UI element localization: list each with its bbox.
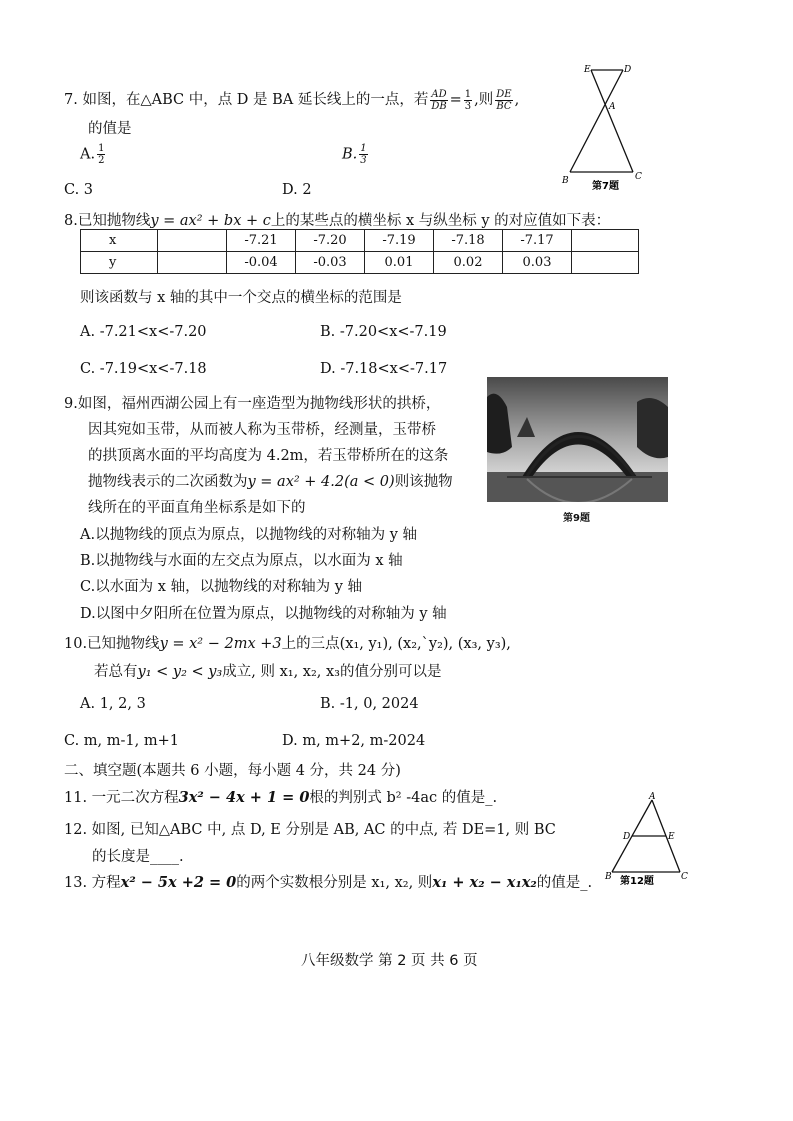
table-row: y -0.04 -0.03 0.01 0.02 0.03 [81, 252, 639, 274]
q7-option-c: C. 3 [64, 182, 94, 198]
q9-line1: 9.如图，福州西湖公园上有一座造型为抛物线形状的拱桥， [64, 396, 441, 412]
q7-stem-pre: 7. 如图，在△ABC 中，点 D 是 BA 延长线上的一点，若 [64, 92, 429, 108]
q7-label-b: B [562, 176, 569, 186]
q7-label-c: C [635, 172, 642, 182]
q9-line3: 的拱顶离水面的平均高度为 4.2m，若玉带桥所在的这条 [88, 448, 449, 464]
q12-line1: 12. 如图, 已知△ABC 中, 点 D, E 分别是 AB, AC 的中点, 若 DE=1, 则 BC [64, 822, 556, 838]
q7-label-d: D [624, 65, 632, 75]
q7-figure [556, 62, 646, 192]
q9-option-d: D.以图中夕阳所在位置为原点，以抛物线的对称轴为 y 轴 [80, 606, 447, 622]
q7-label-a: A [609, 102, 616, 112]
q8-line2: 则该函数与 x 轴的其中一个交点的横坐标的范围是 [80, 290, 402, 306]
q9-formula: y = ax² + 4.2(a < 0) [247, 474, 395, 490]
q7-line2: 的值是 [88, 121, 132, 137]
q8-header-x: x [81, 230, 158, 252]
q12-figure [598, 792, 694, 892]
q7-option-a: A. $\frac{1}{2}$ [80, 143, 105, 166]
q10-option-a: A. 1, 2, 3 [80, 696, 146, 712]
q8-stem: 8.已知抛物线y = ax² + bx + c上的某些点的横坐标 x 与纵坐标 y 的对应值如下表： [64, 213, 611, 229]
table-row: x -7.21 -7.20 -7.19 -7.18 -7.17 [81, 230, 639, 252]
q8-option-b: B. -7.20<x<-7.19 [320, 324, 447, 340]
q12-caption: 第12题 [620, 876, 654, 887]
q12-label-e: E [668, 832, 675, 842]
q9-option-a: A.以抛物线的顶点为原点，以抛物线的对称轴为 y 轴 [80, 527, 417, 543]
q10-formula: y = x² − 2mx +3 [159, 636, 282, 652]
q12-label-d: D [623, 832, 631, 842]
q9-bridge-photo [487, 377, 668, 502]
q12-label-a: A [649, 792, 656, 802]
q7-stem: 7. 如图，在△ABC 中，点 D 是 BA 延长线上的一点，若 $\frac{AD}{DB}$ = $\frac{1}{3}$ ,则 $\frac{DE}{BC}$ , [64, 88, 520, 112]
q9-option-c: C.以水面为 x 轴，以抛物线的对称轴为 y 轴 [80, 579, 362, 595]
q13-stem: 13. 方程x² − 5x +2 = 0的两个实数根分别是 x₁, x₂, 则x₁ + x₂ − x₁x₂的值是_. [64, 874, 593, 891]
q13-expression: x₁ + x₂ − x₁x₂ [432, 874, 537, 891]
q7-option-d: D. 2 [282, 182, 312, 198]
q8-option-c: C. -7.19<x<-7.18 [80, 361, 207, 377]
q10-stem: 10.已知抛物线y = x² − 2mx +3上的三点(x₁, y₁), (x₂,`y₂), (x₃, y₃), [64, 636, 511, 652]
q12-label-b: B [605, 872, 612, 882]
q7-caption: 第7题 [592, 181, 619, 192]
q10-inequality: y₁ < y₂ < y₃ [137, 664, 223, 680]
q11-stem: 11. 一元二次方程3x² − 4x + 1 = 0根的判别式 b² -4ac 的值是_. [64, 789, 498, 806]
q9-option-b: B.以抛物线与水面的左交点为原点，以水面为 x 轴 [80, 553, 403, 569]
q7-frac-de-bc: $\frac{DE}{BC}$ [496, 88, 512, 112]
q9-caption: 第9题 [563, 513, 590, 524]
q10-line2: 若总有y₁ < y₂ < y₃成立, 则 x₁, x₂, x₃的值分别可以是 [94, 664, 442, 680]
q9-line5: 线所在的平面直角坐标系是如下的 [88, 500, 306, 516]
q13-formula: x² − 5x +2 = 0 [120, 874, 237, 891]
q9-line4: 抛物线表示的二次函数为y = ax² + 4.2(a < 0)则该抛物 [88, 474, 453, 490]
page-footer: 八年级数学 第 2 页 共 6 页 [301, 953, 478, 969]
q8-header-y: y [81, 252, 158, 274]
q12-label-c: C [681, 872, 688, 882]
q7-frac-one-third: $\frac{1}{3}$ [464, 88, 472, 112]
q10-option-d: D. m, m+2, m-2024 [282, 733, 426, 749]
q7-frac-ad-db: $\frac{AD}{DB}$ [431, 88, 447, 112]
q8-value-table [80, 229, 639, 274]
q12-line2: 的长度是____. [92, 849, 184, 865]
q7-line-d-b [570, 70, 623, 172]
q9-line2: 因其宛如玉带，从而被人称为玉带桥，经测量，玉带桥 [88, 422, 436, 438]
q7-option-b: B. $\frac{1}{3}$ [342, 143, 367, 166]
q11-formula: 3x² − 4x + 1 = 0 [178, 789, 310, 806]
q7-label-e: E [584, 65, 591, 75]
section-title: 二、填空题(本题共 6 小题，每小题 4 分，共 24 分) [64, 763, 401, 779]
q7-line-e-c [591, 70, 633, 172]
q8-formula: y = ax² + bx + c [150, 213, 271, 229]
q10-option-b: B. -1, 0, 2024 [320, 696, 419, 712]
q8-option-d: D. -7.18<x<-7.17 [320, 361, 448, 377]
q8-option-a: A. -7.21<x<-7.20 [80, 324, 207, 340]
q10-option-c: C. m, m-1, m+1 [64, 733, 179, 749]
